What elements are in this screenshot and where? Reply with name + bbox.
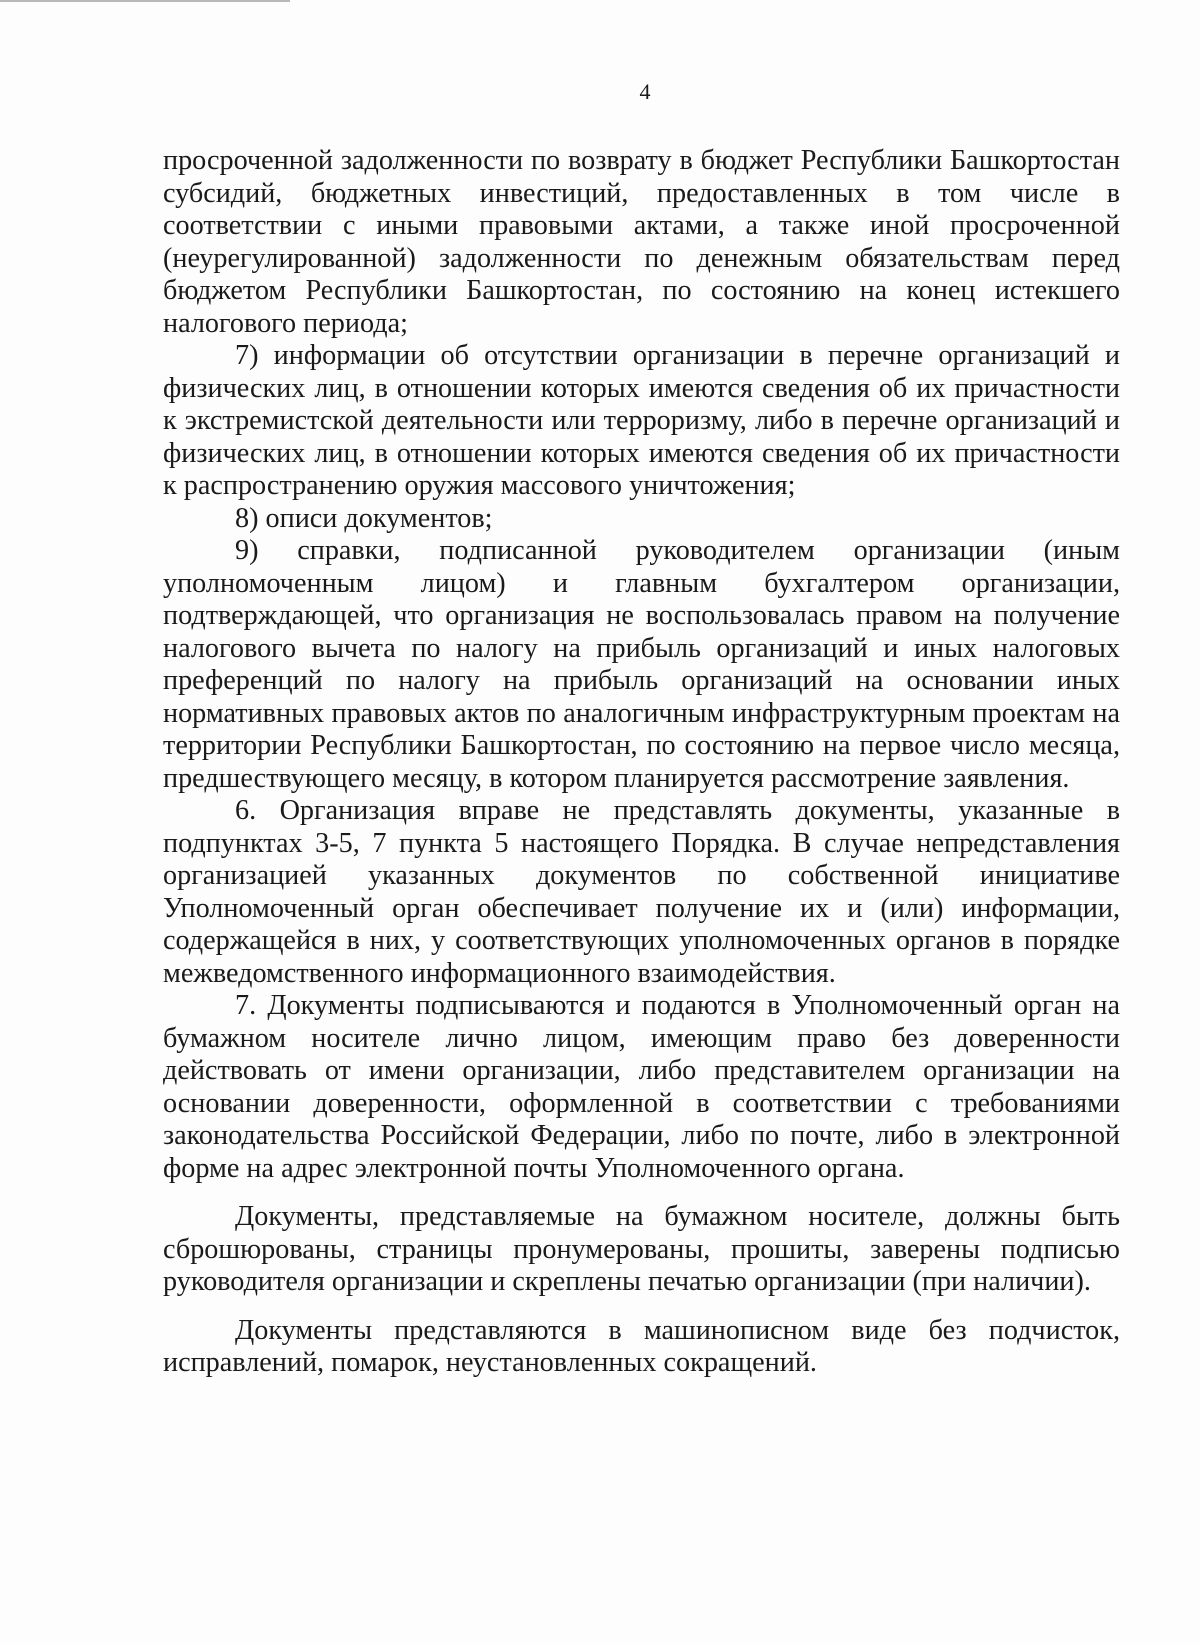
- paragraph-paper-documents: Документы, представляемые на бумажном носителе, должны быть сброшюрованы, страницы пронумерованы, прошиты, заверены подписью руководителя организации и скреплены печатью организации (при наличии).: [163, 1201, 1120, 1297]
- scan-edge-line: [0, 0, 290, 2]
- paragraph-continuation: просроченной задолженности по возврату в бюджет Республики Башкортостан субсидий, бюджетных инвестиций, предоставленных в том числе в соответствии с иными правовыми актами, а также иной просроченной (неурегулированной) задолженности по денежным обязательствам перед бюджетом Республики Башкортостан, по состоянию на конец истекшего налогового периода;: [163, 145, 1120, 339]
- paragraph-item-9: 9) справки, подписанной руководителем организации (иным уполномоченным лицом) и главным бухгалтером организации, подтверждающей, что организация не воспользовалась правом на получение налогового вычета по налогу на прибыль организаций и иных налоговых преференций по налогу на прибыль организаций на основании иных нормативных правовых актов по аналогичным инфраструктурным проектам на территории Республики Башкортостан, по состоянию на первое число месяца, предшествующего месяцу, в котором планируется рассмотрение заявления.: [163, 535, 1120, 794]
- paragraph-clause-7: 7. Документы подписываются и подаются в Уполномоченный орган на бумажном носителе лично лицом, имеющим право без доверенности действовать от имени организации, либо представителем организации на основании доверенности, оформленной в соответствии с требованиями законодательства Российской Федерации, либо по почте, либо в электронной форме на адрес электронной почты Уполномоченного органа.: [163, 990, 1120, 1184]
- paragraph-clause-6: 6. Организация вправе не представлять документы, указанные в подпунктах 3-5, 7 пункта 5 настоящего Порядка. В случае непредставления организацией указанных документов по собственной инициативе Уполномоченный орган обеспечивает получение их и (или) информации, содержащейся в них, у соответствующих уполномоченных органов в порядке межведомственного информационного взаимодействия.: [163, 795, 1120, 989]
- paragraph-typewritten-documents: Документы представляются в машинописном виде без подчисток, исправлений, помарок, неустановленных сокращений.: [163, 1314, 1120, 1378]
- paragraph-item-7: 7) информации об отсутствии организации в перечне организаций и физических лиц, в отношении которых имеются сведения об их причастности к экстремистской деятельности или терроризму, либо в перечне организаций и физических лиц, в отношении которых имеются сведения об их причастности к распространению оружия массового уничтожения;: [163, 340, 1120, 501]
- page-number: 4: [639, 79, 651, 104]
- paragraph-item-8: 8) описи документов;: [235, 502, 493, 534]
- document-body: [163, 145, 1120, 1380]
